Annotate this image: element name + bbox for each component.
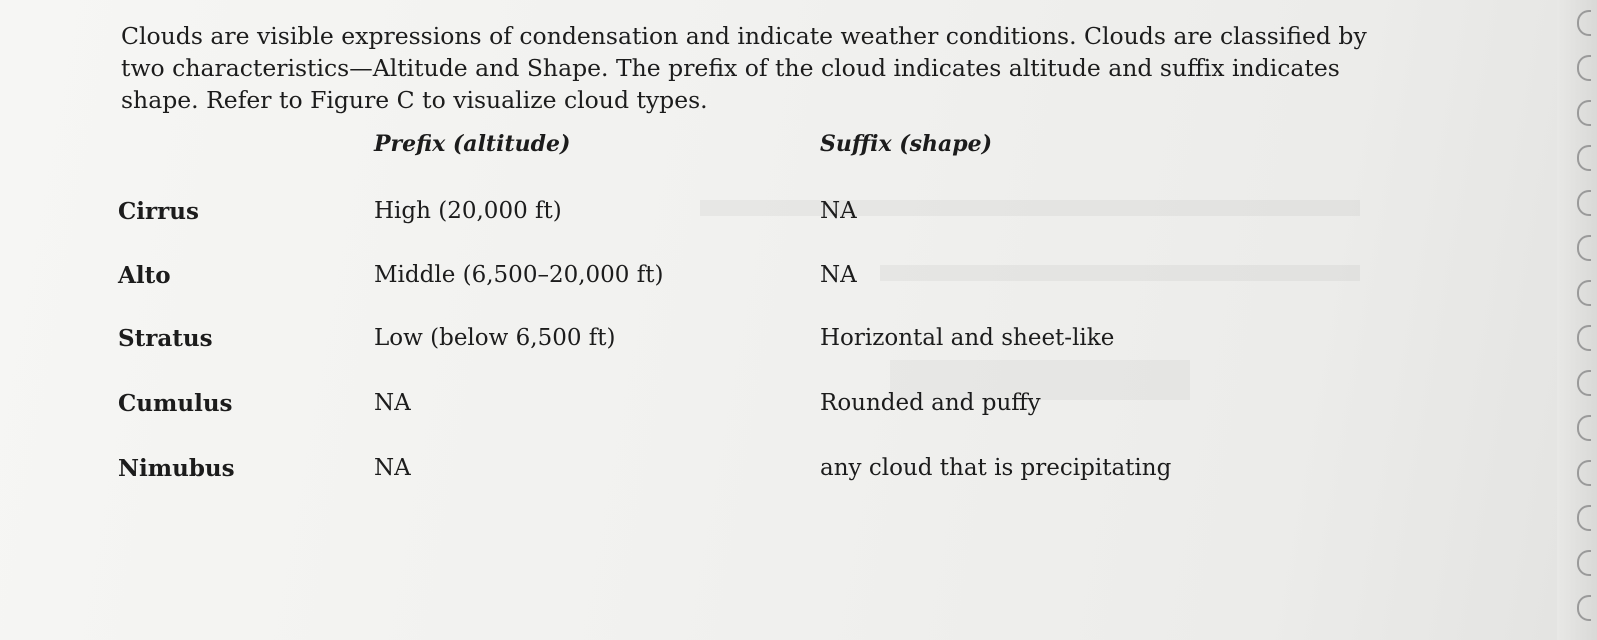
binding-coil <box>1577 280 1591 306</box>
suffix-value: any cloud that is precipitating <box>820 455 1172 481</box>
cloud-name: Cirrus <box>118 198 199 225</box>
cloud-name: Cumulus <box>118 390 233 417</box>
intro-paragraph: Clouds are visible expressions of condensation and indicate weather conditions. Clouds are classified by two characteristics—Altitude and Shape. The prefix of the cloud indicates altitude and suffix indicates shape. Refer to Figure C to visualize cloud types. <box>121 22 1367 114</box>
suffix-column-header: Suffix (shape) <box>820 131 993 157</box>
suffix-value: NA <box>820 198 857 224</box>
binding-coil <box>1577 415 1591 441</box>
suffix-value: Rounded and puffy <box>820 390 1041 416</box>
prefix-column-header: Prefix (altitude) <box>374 131 571 157</box>
binding-coil <box>1577 370 1591 396</box>
binding-coil <box>1577 235 1591 261</box>
cloud-name: Nimubus <box>118 455 235 482</box>
table-row <box>0 198 1400 232</box>
binding-coil <box>1577 145 1591 171</box>
binding-coil <box>1577 505 1591 531</box>
binding-coil <box>1577 10 1591 36</box>
prefix-value: High (20,000 ft) <box>374 198 562 224</box>
cloud-name: Stratus <box>118 325 213 352</box>
prefix-value: NA <box>374 455 411 481</box>
table-row <box>0 390 1400 424</box>
binding-coil <box>1577 595 1591 621</box>
binding-coil <box>1577 55 1591 81</box>
table-row <box>0 455 1400 489</box>
binding-coil <box>1577 460 1591 486</box>
suffix-value: Horizontal and sheet-like <box>820 325 1115 351</box>
binding-coil <box>1577 190 1591 216</box>
prefix-value: NA <box>374 390 411 416</box>
binding-coil <box>1577 550 1591 576</box>
table-row <box>0 262 1400 296</box>
binding-coil <box>1577 325 1591 351</box>
prefix-value: Middle (6,500–20,000 ft) <box>374 262 664 288</box>
table-row <box>0 325 1400 359</box>
suffix-value: NA <box>820 262 857 288</box>
cloud-name: Alto <box>118 262 171 289</box>
prefix-value: Low (below 6,500 ft) <box>374 325 616 351</box>
binding-coil <box>1577 100 1591 126</box>
spiral-binding <box>1557 0 1597 640</box>
